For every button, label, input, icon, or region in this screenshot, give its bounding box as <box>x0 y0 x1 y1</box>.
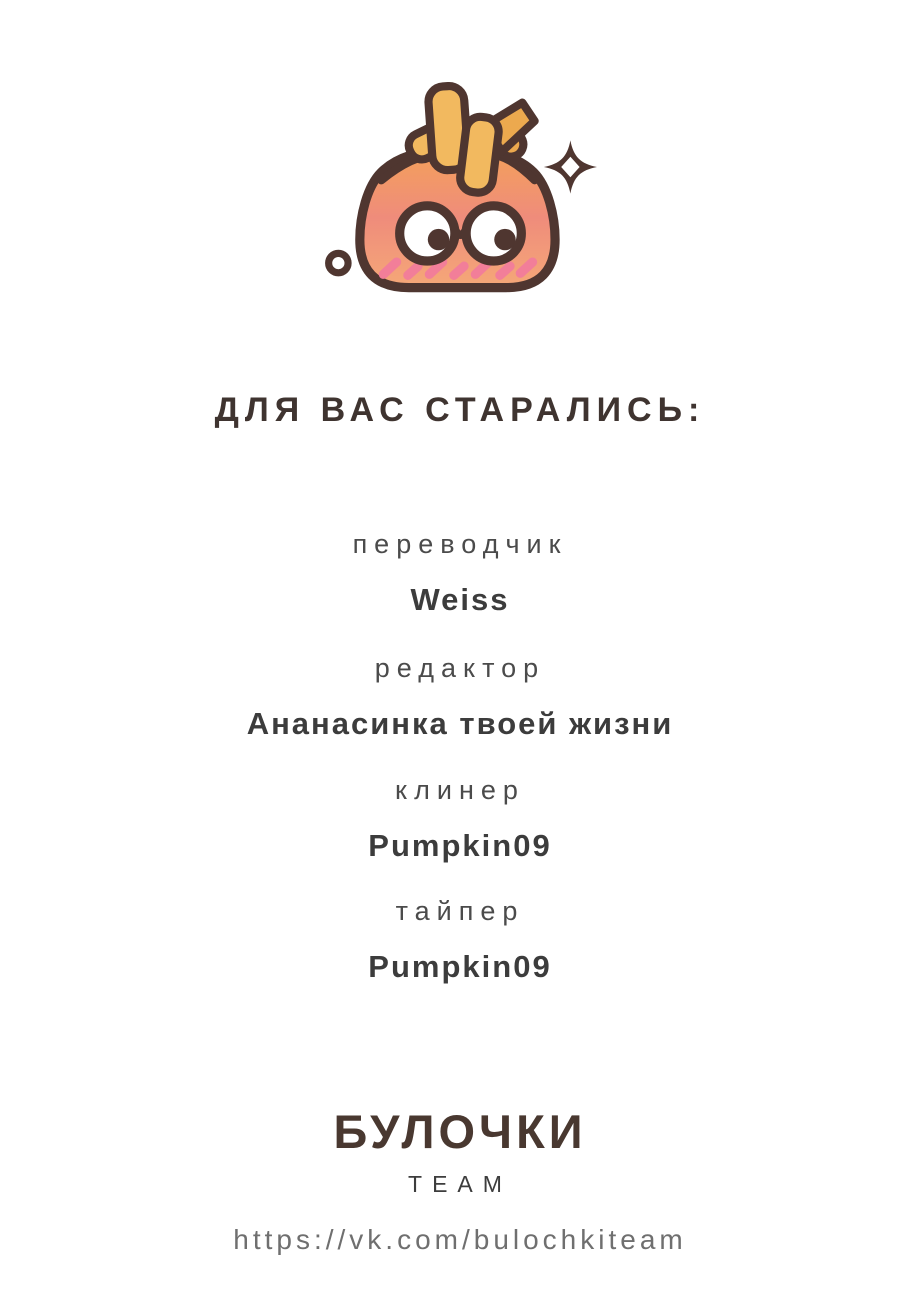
right-pupil <box>494 229 515 250</box>
topknot-strip-center <box>459 115 501 194</box>
left-pupil <box>428 229 449 250</box>
role-label: тайпер <box>395 896 525 926</box>
credit-name: Pumpkin09 <box>368 949 552 984</box>
team-name: БУЛОЧКИ <box>333 1105 587 1158</box>
bun-mascot <box>322 78 598 303</box>
team-word: TEAM <box>408 1171 512 1197</box>
page-title: ДЛЯ ВАС СТАРАЛИСЬ: <box>214 391 706 429</box>
credit-name: Weiss <box>410 582 510 617</box>
role-label: редактор <box>374 653 546 683</box>
role-label: клинер <box>395 775 525 805</box>
sparkle-icon <box>544 140 597 193</box>
credits-list <box>247 427 674 982</box>
ring-dot-icon <box>329 253 348 272</box>
credit-name: Ананасинка твоей жизни <box>246 706 674 741</box>
role-label: переводчик <box>352 529 568 559</box>
team-url: https://vk.com/bulochkiteam <box>233 1224 687 1255</box>
credit-name: Pumpkin09 <box>368 828 552 863</box>
